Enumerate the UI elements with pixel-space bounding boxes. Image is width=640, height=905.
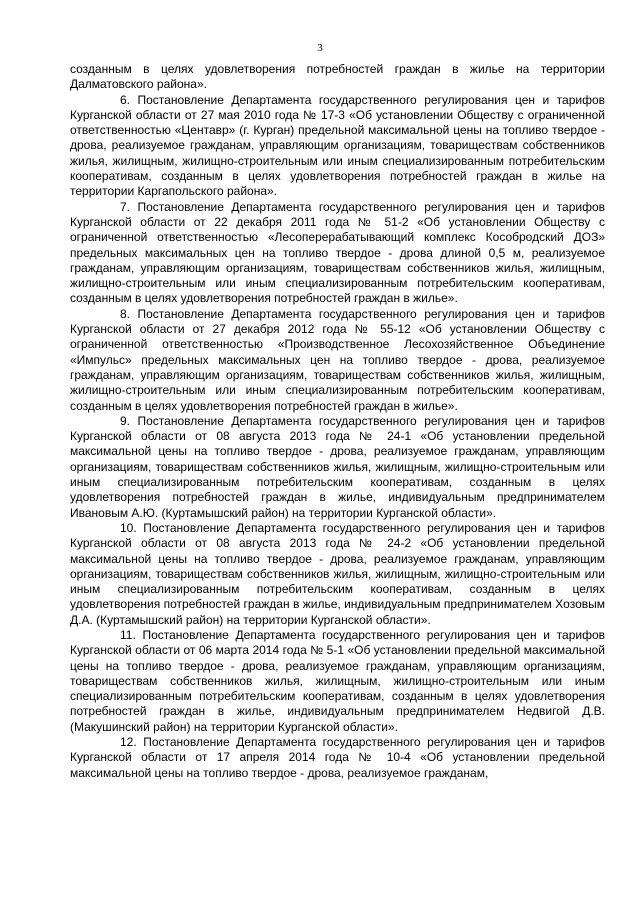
paragraph-item-11: 11. Постановление Департамента государственного регулирования цен и тарифов Курганской области от 06 марта 2014 года № 5-1 «Об установлении предельной максимальной цены на топливо твердое - дрова, реализуемое гражданам, управляющим организациям, товариществам собственников жилья, жилищным, жилищно-строительным или иным специализированным потребительским кооперативам, созданным в целях удовлетворения потребностей граждан в жилье, индивидуальным предпринимателем Недвигой Д.В. (Макушинский район) на территории Курганской области». — [70, 627, 605, 734]
paragraph-continuation: созданным в целях удовлетворения потребностей граждан в жилье на территории Далматовского района». — [70, 62, 605, 92]
paragraph-item-10: 10. Постановление Департамента государственного регулирования цен и тарифов Курганской области от 08 августа 2013 года № 24-2 «Об установлении предельной максимальной цены на топливо твердое - дрова, реализуемое гражданам, управляющим организациям, товариществам собственников жилья, жилищным, жилищно-строительным или иным специализированным потребительским кооперативам, созданным в целях удовлетворения потребностей граждан в жилье, индивидуальным предпринимателем Хозовым Д.А. (Куртамышский район) на территории Курганской области». — [70, 520, 605, 627]
paragraph-item-6: 6. Постановление Департамента государственного регулирования цен и тарифов Курганской области от 27 мая 2010 года № 17-3 «Об установлении Обществу с ограниченной ответственностью «Центавр» (г. Курган) предельной максимальной цены на топливо твердое - дрова, реализуемое гражданам, управляющим организациям, товариществам собственников жилья, жилищным, жилищно-строительным или иным специализированным потребительским кооперативам, созданным в целях удовлетворения потребностей граждан в жилье на территории Каргапольского района». — [70, 92, 605, 199]
paragraph-item-9: 9. Постановление Департамента государственного регулирования цен и тарифов Курганской области от 08 августа 2013 года № 24-1 «Об установлении предельной максимальной цены на топливо твердое - дрова, реализуемое гражданам, управляющим организациям, товариществам собственников жилья, жилищным, жилищно-строительным или иным специализированным потребительским кооперативам, созданным в целях удовлетворения потребностей граждан в жилье, индивидуальным предпринимателем Ивановым А.Ю. (Куртамышский район) на территории Курганской области». — [70, 413, 605, 520]
paragraph-item-12: 12. Постановление Департамента государственного регулирования цен и тарифов Курганской области от 17 апреля 2014 года № 10-4 «Об установлении предельной максимальной цены на топливо твердое - дрова, реализуемое гражданам, — [70, 735, 605, 780]
document-body — [70, 62, 605, 781]
page-number: 3 — [317, 42, 323, 54]
paragraph-item-7: 7. Постановление Департамента государственного регулирования цен и тарифов Курганской области от 22 декабря 2011 года № 51-2 «Об установлении Обществу с ограниченной ответственностью «Лесоперерабатывающий комплекс Кособродский ДОЗ» предельных максимальных цен на топливо твердое - дрова длиной 0,5 м, реализуемое гражданам, управляющим организациям, товариществам собственников жилья, жилищным, жилищно-строительным или иным специализированным потребительским кооперативам, созданным в целях удовлетворения потребностей граждан в жилье». — [70, 199, 605, 306]
paragraph-item-8: 8. Постановление Департамента государственного регулирования цен и тарифов Курганской области от 27 декабря 2012 года № 55-12 «Об установлении Обществу с ограниченной ответственностью «Производственное Лесохозяйственное Объединение «Импульс» предельных максимальных цен на топливо твердое - дрова, реализуемое гражданам, управляющим организациям, товариществам собственников жилья, жилищным, жилищно-строительным или иным специализированным потребительским кооперативам, созданным в целях удовлетворения потребностей граждан в жилье». — [70, 306, 605, 413]
